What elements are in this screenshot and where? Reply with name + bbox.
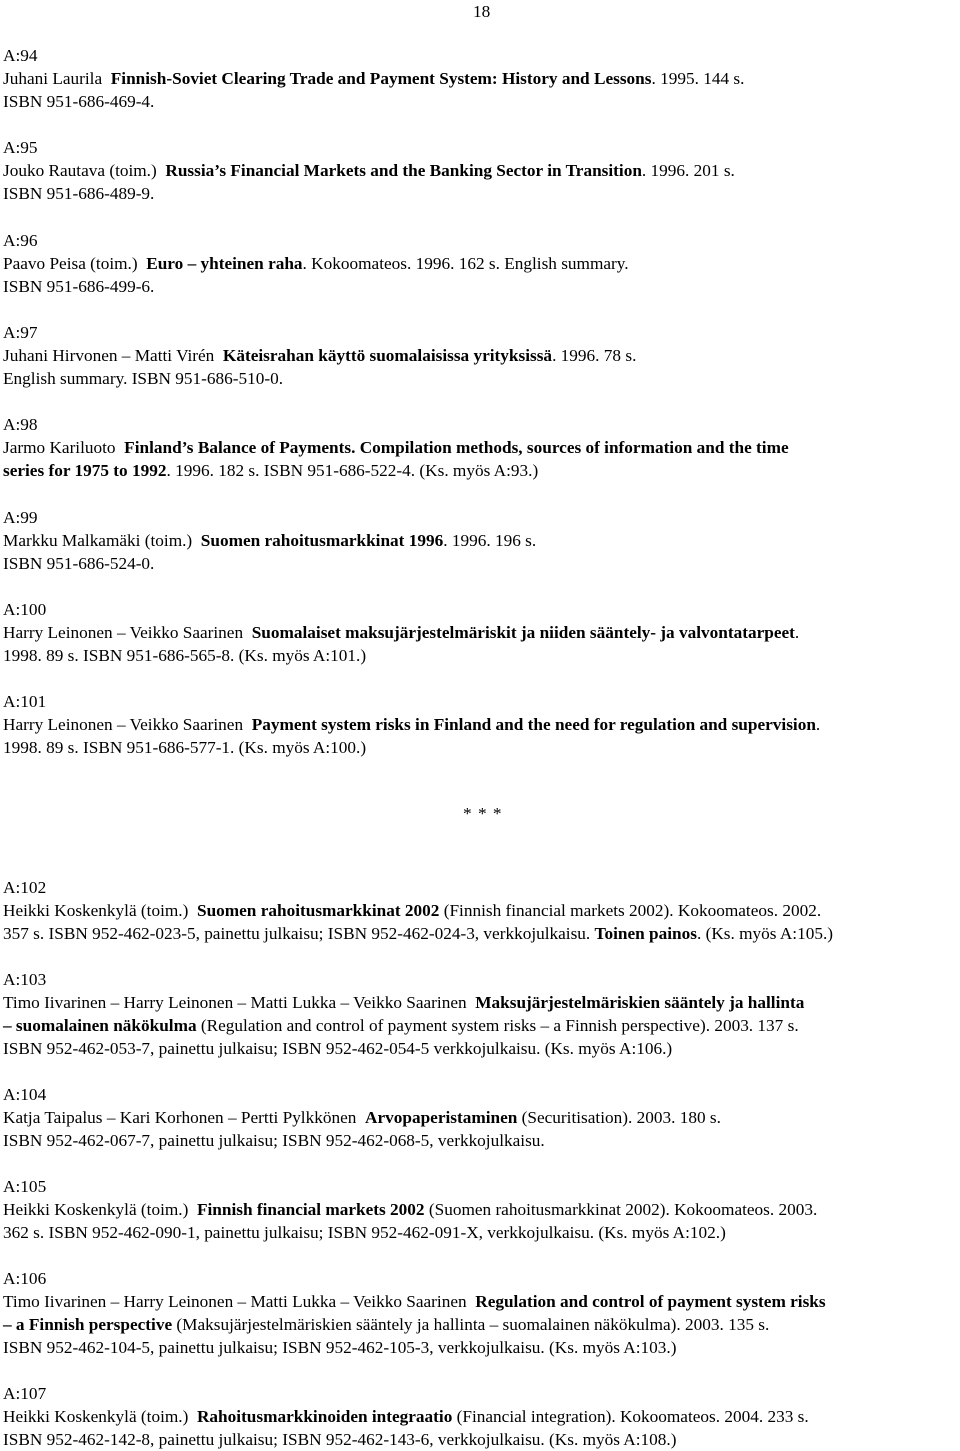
entry-line — [3, 344, 958, 367]
entry-id: A:102 — [3, 878, 47, 897]
entry-text: 357 s. ISBN 952-462-023-5, painettu julkaisu; ISBN 952-462-024-3, verkkojulkaisu. — [3, 924, 595, 943]
entry-text: . 1996. 78 s. — [552, 346, 637, 365]
entry-text: (Securitisation). 2003. 180 s. — [517, 1108, 721, 1127]
entry-title-text: Suomen rahoitusmarkkinat 2002 — [196, 901, 440, 920]
entry-id: A:101 — [3, 692, 47, 711]
entry-id: A:98 — [3, 415, 38, 434]
entry-line — [3, 529, 958, 552]
entry-text: (Maksujärjestelmäriskien sääntely ja hallinta – suomalainen näkökulma). 2003. 135 s. — [172, 1315, 770, 1334]
entry-text: ISBN 951-686-524-0. — [3, 554, 155, 573]
entry-text: Timo Iivarinen – Harry Leinonen – Matti Lukka – Veikko Saarinen — [3, 1292, 476, 1311]
entry-line — [3, 1037, 958, 1060]
entry-text: 1998. 89 s. ISBN 951-686-565-8. (Ks. myös A:101.) — [3, 646, 367, 665]
entry-text: . Kokoomateos. 1996. 162 s. English summary. — [302, 254, 629, 273]
section-separator: * * * — [463, 804, 503, 823]
entry-id: A:99 — [3, 508, 38, 527]
entry-text: . 1995. 144 s. — [651, 69, 745, 88]
bibliography-entry — [3, 1083, 960, 1152]
entry-line — [3, 275, 958, 298]
entry-text: 362 s. ISBN 952-462-090-1, painettu julkaisu; ISBN 952-462-091-X, verkkojulkaisu. (Ks. myös A:102.) — [3, 1223, 726, 1242]
entry-title-text: Finnish financial markets 2002 — [196, 1200, 425, 1219]
entry-text: Timo Iivarinen – Harry Leinonen – Matti Lukka – Veikko Saarinen — [3, 993, 476, 1012]
entry-id: A:105 — [3, 1177, 47, 1196]
bibliography-entry — [3, 413, 960, 482]
entry-text: Harry Leinonen – Veikko Saarinen — [3, 715, 252, 734]
entry-title-text: – a Finnish perspective — [3, 1315, 173, 1334]
entry-text: . 1996. 182 s. ISBN 951-686-522-4. (Ks. myös A:93.) — [166, 461, 539, 480]
entry-line — [3, 1129, 958, 1152]
entry-id: A:106 — [3, 1269, 47, 1288]
entry-text: . 1996. 196 s. — [443, 531, 537, 550]
entry-text: . — [794, 623, 800, 642]
entry-line — [3, 1221, 958, 1244]
entry-line — [3, 182, 958, 205]
entry-title-text: series for 1975 to 1992 — [3, 461, 167, 480]
entry-text: ISBN 951-686-499-6. — [3, 277, 155, 296]
bibliography-entry — [3, 598, 960, 667]
entry-text: . (Ks. myös A:105.) — [696, 924, 834, 943]
entry-line — [3, 621, 958, 644]
bibliography-entry — [3, 1382, 960, 1451]
entry-text: Heikki Koskenkylä (toim.) — [3, 901, 197, 920]
entry-id: A:95 — [3, 138, 38, 157]
entry-text: Heikki Koskenkylä (toim.) — [3, 1407, 197, 1426]
entry-text: Juhani Hirvonen – Matti Virén — [3, 346, 223, 365]
entry-text: Juhani Laurila — [3, 69, 111, 88]
entry-line — [3, 436, 958, 459]
entry-text: ISBN 952-462-104-5, painettu julkaisu; ISBN 952-462-105-3, verkkojulkaisu. (Ks. myös A:103.) — [3, 1338, 677, 1357]
entry-title-text: Suomen rahoitusmarkkinat 1996 — [200, 531, 444, 550]
entry-title-text: Euro – yhteinen raha — [146, 254, 303, 273]
page-number: 18 — [473, 2, 491, 21]
entry-text: . 1996. 201 s. — [641, 161, 735, 180]
bibliography-entry — [3, 968, 960, 1060]
entry-title-text: Payment system risks in Finland and the need for regulation and supervision — [251, 715, 816, 734]
entry-id: A:103 — [3, 970, 47, 989]
entry-text: Jarmo Kariluoto — [3, 438, 125, 457]
bibliography-entry — [3, 44, 960, 113]
entry-line — [3, 713, 958, 736]
entry-title-text: – suomalainen näkökulma — [3, 1016, 197, 1035]
entry-text: (Financial integration). Kokoomateos. 2004. 233 s. — [452, 1407, 809, 1426]
bibliography-entry — [3, 229, 960, 298]
entry-id: A:97 — [3, 323, 38, 342]
entry-line — [3, 552, 958, 575]
entry-line — [3, 1106, 958, 1129]
bibliography-entry — [3, 1267, 960, 1359]
entry-title-text: Regulation and control of payment system risks — [475, 1292, 826, 1311]
entry-line — [3, 159, 958, 182]
entry-title-text: Suomalaiset maksujärjestelmäriskit ja niiden sääntely- ja valvontatarpeet — [251, 623, 795, 642]
entry-id: A:107 — [3, 1384, 47, 1403]
entry-line — [3, 644, 958, 667]
entry-text: (Regulation and control of payment system risks – a Finnish perspective). 2003. 137 s. — [196, 1016, 799, 1035]
entry-id: A:96 — [3, 231, 38, 250]
entry-text: ISBN 952-462-142-8, painettu julkaisu; ISBN 952-462-143-6, verkkojulkaisu. (Ks. myös A:108.) — [3, 1430, 677, 1449]
entry-line — [3, 736, 958, 759]
entry-text: . — [815, 715, 821, 734]
entry-text: ISBN 951-686-469-4. — [3, 92, 155, 111]
entry-text: ISBN 952-462-053-7, painettu julkaisu; ISBN 952-462-054-5 verkkojulkaisu. (Ks. myös A:106.) — [3, 1039, 673, 1058]
entry-line — [3, 367, 958, 390]
entry-line — [3, 252, 958, 275]
entry-id: A:104 — [3, 1085, 47, 1104]
bibliography-entry — [3, 1175, 960, 1244]
entry-text: Harry Leinonen – Veikko Saarinen — [3, 623, 252, 642]
entry-text: Markku Malkamäki (toim.) — [3, 531, 201, 550]
entry-line — [3, 67, 958, 90]
entry-title-text: Finnish-Soviet Clearing Trade and Payment System: History and Lessons — [110, 69, 652, 88]
entry-title-text: Arvopaperistaminen — [365, 1108, 518, 1127]
entry-title-text: Toinen painos — [594, 924, 697, 943]
entry-text: ISBN 952-462-067-7, painettu julkaisu; ISBN 952-462-068-5, verkkojulkaisu. — [3, 1131, 545, 1150]
entry-title-text: Finland’s Balance of Payments. Compilation methods, sources of information and the time — [124, 438, 789, 457]
entry-line — [3, 899, 958, 922]
entry-line — [3, 1198, 958, 1221]
entry-text: ISBN 951-686-489-9. — [3, 184, 155, 203]
entry-title-text: Maksujärjestelmäriskien sääntely ja hallinta — [475, 993, 805, 1012]
entry-title-text: Käteisrahan käyttö suomalaisissa yrityksissä — [222, 346, 553, 365]
entry-text: English summary. ISBN 951-686-510-0. — [3, 369, 284, 388]
entry-line — [3, 991, 958, 1014]
entry-line — [3, 922, 958, 945]
entry-line — [3, 459, 958, 482]
entry-line — [3, 1405, 958, 1428]
bibliography-entry — [3, 690, 960, 759]
bibliography-entry — [3, 506, 960, 575]
entry-line — [3, 1336, 958, 1359]
bibliography-entry — [3, 876, 960, 945]
entry-id: A:100 — [3, 600, 47, 619]
entry-text: (Suomen rahoitusmarkkinat 2002). Kokoomateos. 2003. — [424, 1200, 818, 1219]
entry-text: 1998. 89 s. ISBN 951-686-577-1. (Ks. myös A:100.) — [3, 738, 367, 757]
entry-title-text: Rahoitusmarkkinoiden integraatio — [196, 1407, 453, 1426]
entry-text: Paavo Peisa (toim.) — [3, 254, 147, 273]
entry-text: Katja Taipalus – Kari Korhonen – Pertti Pylkkönen — [3, 1108, 366, 1127]
entry-title-text: Russia’s Financial Markets and the Banking Sector in Transition — [165, 161, 642, 180]
entry-line — [3, 1290, 958, 1313]
entry-line — [3, 1014, 958, 1037]
entry-text: Jouko Rautava (toim.) — [3, 161, 166, 180]
entry-line — [3, 90, 958, 113]
entry-id: A:94 — [3, 46, 38, 65]
bibliography-entry — [3, 321, 960, 390]
entry-text: (Finnish financial markets 2002). Kokoomateos. 2002. — [439, 901, 822, 920]
entry-line — [3, 1313, 958, 1336]
bibliography-entry — [3, 136, 960, 205]
entry-text: Heikki Koskenkylä (toim.) — [3, 1200, 197, 1219]
